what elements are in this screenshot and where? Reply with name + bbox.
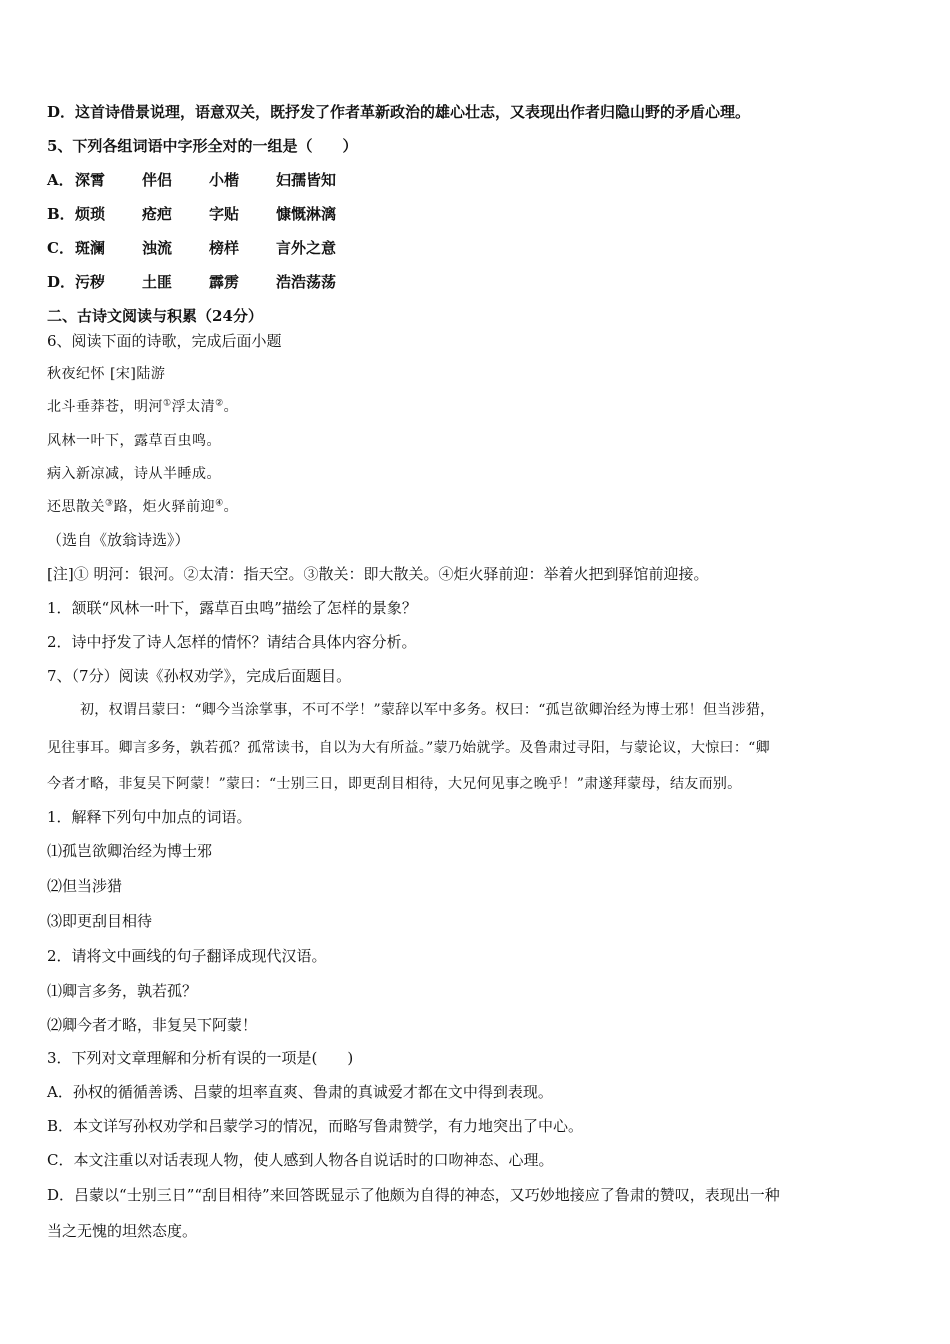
poem-line	[47, 396, 238, 418]
passage-line: 今者才略，非复吴下阿蒙！”蒙曰：“士别三日，即更刮目相待，大兄何见事之晚乎！”肃遂拜蒙母，结友而别。	[47, 776, 742, 792]
q7-sub3-option-b: B．本文详写孙权劝学和吕蒙学习的情况，而略写鲁肃赞学，有力地突出了中心。	[47, 1117, 584, 1135]
option-word: 伴侣	[142, 171, 173, 189]
poem-line	[47, 496, 238, 518]
option-label: D．	[47, 273, 76, 291]
passage-line: 见往事耳。卿言多务，孰若孤？孤常读书，自以为大有所益。”蒙乃始就学。及鲁肃过寻阳，与蒙论议，大惊曰：“卿	[47, 740, 770, 756]
footnote-mark: ①	[163, 398, 172, 409]
option-word: 斑澜	[75, 239, 106, 257]
poem-line	[47, 463, 221, 485]
option-word: 妇孺皆知	[276, 171, 337, 189]
option-word: 榜样	[209, 239, 240, 257]
option-label: C．	[47, 239, 74, 257]
poem-title: 秋夜纪怀 [宋]陆游	[47, 366, 166, 382]
q5-stem: 5、下列各组词语中字形全对的一组是（ ）	[47, 137, 358, 155]
option-word: 浩浩荡荡	[276, 273, 337, 291]
q6-question-2: 2．诗中抒发了诗人怎样的情怀？请结合具体内容分析。	[47, 633, 417, 651]
option-word: 言外之意	[276, 239, 337, 257]
option-word: 字贴	[209, 205, 240, 223]
option-word: 慷慨淋漓	[276, 205, 337, 223]
passage-line: 初，权谓吕蒙曰：“卿今当涂掌事，不可不学！”蒙辞以军中多务。权曰：“孤岂欲卿治经为博士邪！但当涉猎，	[80, 702, 775, 718]
poem-line	[47, 430, 221, 452]
option-word: 小楷	[209, 171, 240, 189]
footnote-mark: ②	[215, 398, 224, 409]
q7-sub1-stem: 1．解释下列句中加点的词语。	[47, 808, 252, 826]
option-word: 污秽	[75, 273, 106, 291]
poem-text: 还思散关	[47, 499, 105, 515]
poem-source: （选自《放翁诗选》）	[47, 531, 190, 549]
option-label: B．	[47, 205, 75, 223]
q7-sub2-item: ⑴卿言多务，孰若孤？	[47, 982, 198, 1000]
poem-text: 。	[223, 399, 239, 415]
q4-option-d: D．这首诗借景说理，语意双关，既抒发了作者革新政治的雄心壮志，又表现出作者归隐山野的矛盾心理。	[47, 103, 751, 121]
option-label: A．	[47, 171, 74, 189]
q6-stem: 6、阅读下面的诗歌，完成后面小题	[47, 332, 282, 350]
q7-stem: 7、（7分）阅读《孙权劝学》，完成后面题目。	[47, 667, 352, 685]
section-title: 二、古诗文阅读与积累（24分）	[47, 307, 263, 325]
q7-sub1-item: ⑴孤岂欲卿治经为博士邪	[47, 842, 213, 860]
option-word: 深霄	[75, 171, 106, 189]
q7-sub2-item: ⑵卿今者才略，非复吴下阿蒙！	[47, 1016, 258, 1034]
poem-note: [注]① 明河：银河。②太清：指天空。③散关：即大散关。④炬火驿前迎：举着火把到驿馆前迎接。	[47, 565, 709, 583]
q7-sub3-stem: 3．下列对文章理解和分析有误的一项是( )	[47, 1049, 354, 1067]
footnote-mark: ④	[215, 498, 224, 509]
q7-sub3-option-d-cont: 当之无愧的坦然态度。	[47, 1222, 198, 1240]
q6-question-1: 1．颔联“风林一叶下，露草百虫鸣”描绘了怎样的景象？	[47, 599, 417, 617]
option-word: 疮疤	[142, 205, 173, 223]
option-word: 土匪	[142, 273, 173, 291]
option-word: 烦琐	[75, 205, 106, 223]
poem-text: 北斗垂莽苍，明河	[47, 399, 163, 415]
option-word: 霹雳	[209, 273, 240, 291]
q7-sub2-stem: 2．请将文中画线的句子翻译成现代汉语。	[47, 947, 327, 965]
poem-text: 浮太清	[171, 399, 216, 415]
poem-text: 风林一叶下，露草百虫鸣。	[47, 433, 221, 449]
poem-text: 病入新凉减，诗从半睡成。	[47, 466, 221, 482]
q7-sub3-option-d: D．吕蒙以“士别三日”“刮目相待”来回答既显示了他颇为自得的神态，又巧妙地接应了鲁肃的赞叹，表现出一种	[47, 1186, 780, 1204]
q7-sub3-option-a: A．孙权的循循善诱、吕蒙的坦率直爽、鲁肃的真诚爱才都在文中得到表现。	[47, 1083, 553, 1101]
q7-sub3-option-c: C．本文注重以对话表现人物，使人感到人物各自说话时的口吻神态、心理。	[47, 1151, 554, 1169]
footnote-mark: ③	[105, 498, 114, 509]
poem-text: 。	[223, 499, 239, 515]
q7-sub1-item: ⑶即更刮目相待	[47, 912, 153, 930]
q7-sub1-item: ⑵但当涉猎	[47, 877, 123, 895]
option-word: 浊流	[142, 239, 173, 257]
poem-text: 路，炬火驿前迎	[113, 499, 216, 515]
